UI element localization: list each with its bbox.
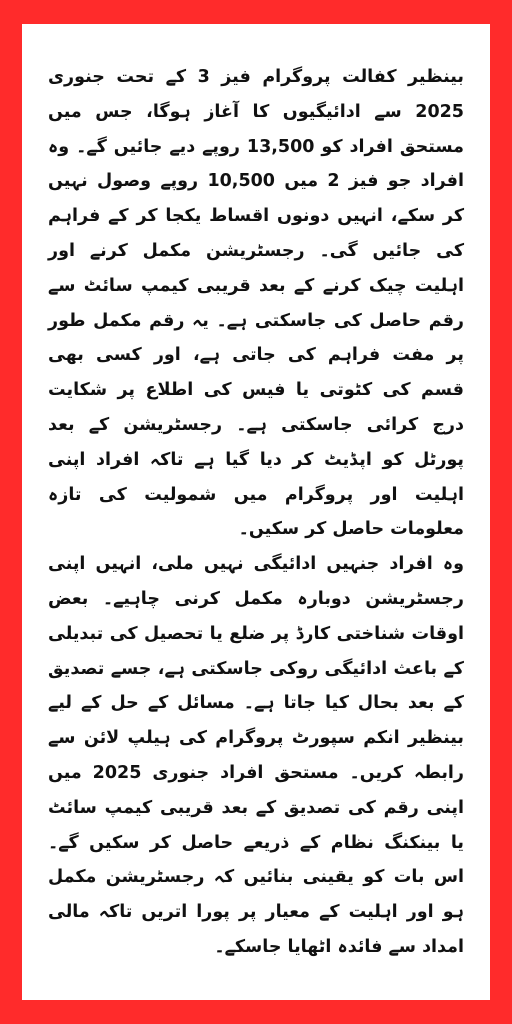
paragraph-1: بینظیر کفالت پروگرام فیز 3 کے تحت جنوری 2025 سے ادائیگیوں کا آغاز ہوگا، جس میں مستحق افراد کو 13,500 روپے دیے جائیں گے۔ وہ افراد جو فیز 2 میں 10,500 روپے وصول نہیں کر سکے، انہیں دونوں اقساط یکجا کر کے فراہم کی جائیں گی۔ رجسٹریشن مکمل کرنے اور اہلیت چیک کرنے کے بعد قریبی کیمپ سائٹ سے رقم حاصل کی جاسکتی ہے۔ یہ رقم مکمل طور پر مفت فراہم کی جاتی ہے، اور کسی بھی قسم کی کٹوتی یا فیس کی اطلاع پر شکایت درج کرائی جاسکتی ہے۔ رجسٹریشن کے بعد پورٹل کو اپڈیٹ کر دیا گیا ہے تاکہ افراد اپنی اہلیت اور پروگرام میں شمولیت کی تازہ معلومات حاصل کر سکیں۔ bbox=[48, 67, 464, 540]
article-body bbox=[48, 60, 464, 965]
article-card bbox=[22, 24, 490, 1000]
paragraph-2: وہ افراد جنہیں ادائیگی نہیں ملی، انہیں اپنی رجسٹریشن دوبارہ مکمل کرنی چاہیے۔ بعض اوقات شناختی کارڈ پر ضلع یا تحصیل کی تبدیلی کے باعث ادائیگی روکی جاسکتی ہے، جسے تصدیق کے بعد بحال کیا جاتا ہے۔ مسائل کے حل کے لیے بینظیر انکم سپورٹ پروگرام کی ہیلپ لائن سے رابطہ کریں۔ مستحق افراد جنوری 2025 میں اپنی رقم کی تصدیق کے بعد قریبی کیمپ سائٹ یا بینکنگ نظام کے ذریعے حاصل کر سکیں گے۔ اس بات کو یقینی بنائیں کہ رجسٹریشن مکمل ہو اور اہلیت کے معیار پر پورا اتریں تاکہ مالی امداد سے فائدہ اٹھایا جاسکے۔ bbox=[48, 554, 464, 957]
